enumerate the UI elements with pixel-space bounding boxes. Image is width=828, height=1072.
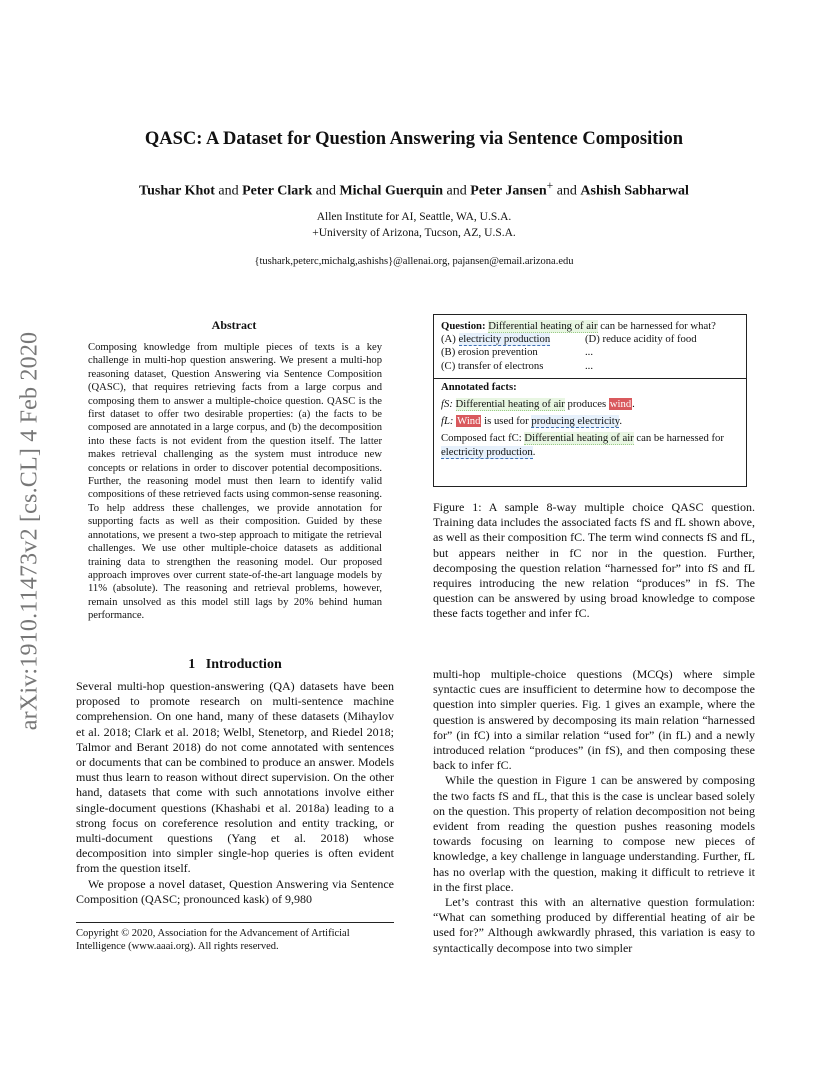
option-a-label: (A) <box>441 333 459 346</box>
fact-fc-highlight-1: Differential heating of air <box>524 432 634 445</box>
author-sep-1: and <box>218 183 239 199</box>
left-column-text <box>76 679 394 907</box>
affiliation-1: Allen Institute for AI, Seattle, WA, U.S.A. <box>316 211 512 223</box>
fact-fc <box>441 432 738 458</box>
author-2: Peter Clark <box>242 183 313 199</box>
fact-fs <box>441 398 738 411</box>
arxiv-identifier: arXiv:1910.11473v2 [cs.CL] 4 Feb 2020 <box>16 331 43 731</box>
option-a <box>441 333 585 346</box>
author-sep-3: and <box>446 183 467 199</box>
author-3: Michal Guerquin <box>339 183 444 199</box>
right-paragraph-2: While the question in Figure 1 can be answered by composing the two facts fS and fL, that this is the case is unclear based solely on the question. This property of relation decomposition not being evident from reading the question pushes reasoning models towards focusing on learning to compose new pieces of knowledge, a key challenge in language understanding. Further, fL has no overlap with the question, making it difficult to retrieve it in the first place. <box>433 773 755 894</box>
fact-fs-highlight-2: wind <box>609 398 632 411</box>
author-4-affil-mark: + <box>546 179 554 192</box>
option-ellipsis-1: ... <box>585 346 594 359</box>
right-paragraph-1: multi-hop multiple-choice questions (MCQs) where simple syntactic cues are insufficient to determine how to decompose the question into simpler queries. Fig. 1 gives an example, where the question is answered by decomposing its main relation “harnessed for” (in fC) into a similar relation “used for” (in fL) and a newly introduced relation “produces” (in fS), and then composing these back to infer fC. <box>433 667 755 773</box>
fact-fl <box>441 415 738 428</box>
fact-fc-mid: can be harnessed for <box>633 432 724 445</box>
option-b: (B) erosion prevention <box>441 346 538 359</box>
abstract-heading: Abstract <box>211 318 257 332</box>
fact-fc-end: . <box>532 445 536 458</box>
fact-fs-end: . <box>632 398 635 411</box>
author-sep-4: and <box>556 183 577 199</box>
author-emails: {tushark,peterc,michalg,ashishs}@allenai.org, pajansen@email.arizona.edu <box>254 256 574 267</box>
intro-paragraph-2: We propose a novel dataset, Question Answering via Sentence Composition (QASC; pronounced kask) of 9,980 <box>76 876 394 906</box>
fact-fl-label: fL: <box>441 415 457 428</box>
arxiv-side-stamp <box>8 296 52 766</box>
figure-1-caption <box>433 500 755 622</box>
question-rest: can be harnessed for what? <box>597 320 716 332</box>
section-heading <box>76 657 394 673</box>
option-ellipsis-2: ... <box>585 359 594 372</box>
fact-fl-highlight-2: producing electricity <box>531 415 620 428</box>
options-row-3 <box>441 360 738 373</box>
caption-text: Figure 1: A sample 8-way multiple choice QASC question. Training data includes the associated facts fS and fL shown above, as well as their composition fC. The term wind connects fS and fL, but appears neither in fC nor in the question. Further, decomposing the question relation “harnessed for” into fS and fL requires introducing the new relation “produces” in fS. The question can be answered by using broad knowledge to compose these facts together and infer fC. <box>433 500 755 621</box>
fact-fl-highlight-1: Wind <box>457 415 481 428</box>
right-column-text <box>433 667 755 956</box>
options-row-2 <box>441 346 738 359</box>
option-d: (D) reduce acidity of food <box>585 333 697 346</box>
question-label: Question: <box>441 320 486 332</box>
affiliation-2: +University of Arizona, Tucson, AZ, U.S.A. <box>312 227 516 239</box>
fact-fs-label: fS: <box>441 398 456 411</box>
figure-1-box <box>433 314 747 487</box>
option-a-highlight: electricity production <box>458 333 551 346</box>
fact-fc-highlight-2: electricity production <box>441 445 533 458</box>
fact-fl-mid: is used for <box>481 415 532 428</box>
figure-question <box>441 320 738 333</box>
fact-fc-label: Composed fact fC: <box>441 432 525 445</box>
copyright-footnote: Copyright © 2020, Association for the Advancement of Artificial Intelligence (www.aaai.org). All rights reserved. <box>76 922 394 954</box>
author-list <box>0 179 828 200</box>
author-5: Ashish Sabharwal <box>580 183 689 199</box>
right-paragraph-3: Let’s contrast this with an alternative question formulation: “What can something produced by differential heating of air be used for?” Although awkwardly phrased, this variation is easy to syntactically decompose into two simpler <box>433 895 755 955</box>
section-number: 1 <box>188 657 196 672</box>
affiliations <box>0 209 828 241</box>
fact-fs-mid: produces <box>564 398 609 411</box>
figure-divider <box>434 378 746 379</box>
intro-paragraph-1: Several multi-hop question-answering (QA) datasets have been proposed to promote research on multi-sentence machine comprehension. On one hand, many of these datasets (Mihaylov et al. 2018; Clark et al. 2018; Welbl, Stenetorp, and Riedel 2018; Talmor and Berant 2018) do not come annotated with sentences or documents that can be combined to produce an answer. Models must thus learn to reason without direct supervision. On the other hand, datasets that come with such annotations involve either single-document questions (Khashabi et al. 2018a) leading to a strong focus on coreference resolution and entity tracking, or multi-document questions (Yang et al. 2018) whose decomposition into simpler single-hop queries is often evident from the question itself. <box>76 679 394 876</box>
author-4: Peter Jansen <box>470 183 547 199</box>
annotated-facts-heading: Annotated facts: <box>441 380 517 393</box>
option-c: (C) transfer of electrons <box>441 359 544 372</box>
abstract-text: Composing knowledge from multiple pieces of texts is a key challenge in multi-hop question answering. We present a multi-hop reasoning dataset, Question Answering via Sentence Composition (QASC), that requires retrieving facts from a large corpus and composing them to answer a multiple-choice question. QASC is the first dataset to offer two desirable properties: (a) the facts to be composed are annotated in a large corpus, and (b) the decomposition into these facts is not evident from the question itself. The latter makes retrieval challenging as the system must introduce new concepts or relations in order to discover potential decompositions. Further, the reasoning model must then learn to identify valid compositions of these retrieved facts using common-sense reasoning. To help address these challenges, we provide annotation for supporting facts as well as their composition. Guided by these annotations, we present a two-step approach to mitigate the retrieval challenges. We use other multiple-choice datasets as additional training data to strengthen the reasoning model. Our proposed approach improves over current state-of-the-art language models by 11% (absolute). The reasoning and retrieval problems, however, remain unsolved as this model still lags by 20% behind human performance. <box>88 342 382 622</box>
options-row-1 <box>441 333 738 346</box>
paper-title: QASC: A Dataset for Question Answering via Sentence Composition <box>144 129 684 149</box>
author-sep-2: and <box>315 183 336 199</box>
fact-fl-end: . <box>619 415 623 428</box>
author-1: Tushar Khot <box>139 183 215 199</box>
question-highlight: Differential heating of air <box>488 320 598 332</box>
fact-fs-highlight-1: Differential heating of air <box>455 398 565 411</box>
section-title: Introduction <box>205 657 282 672</box>
